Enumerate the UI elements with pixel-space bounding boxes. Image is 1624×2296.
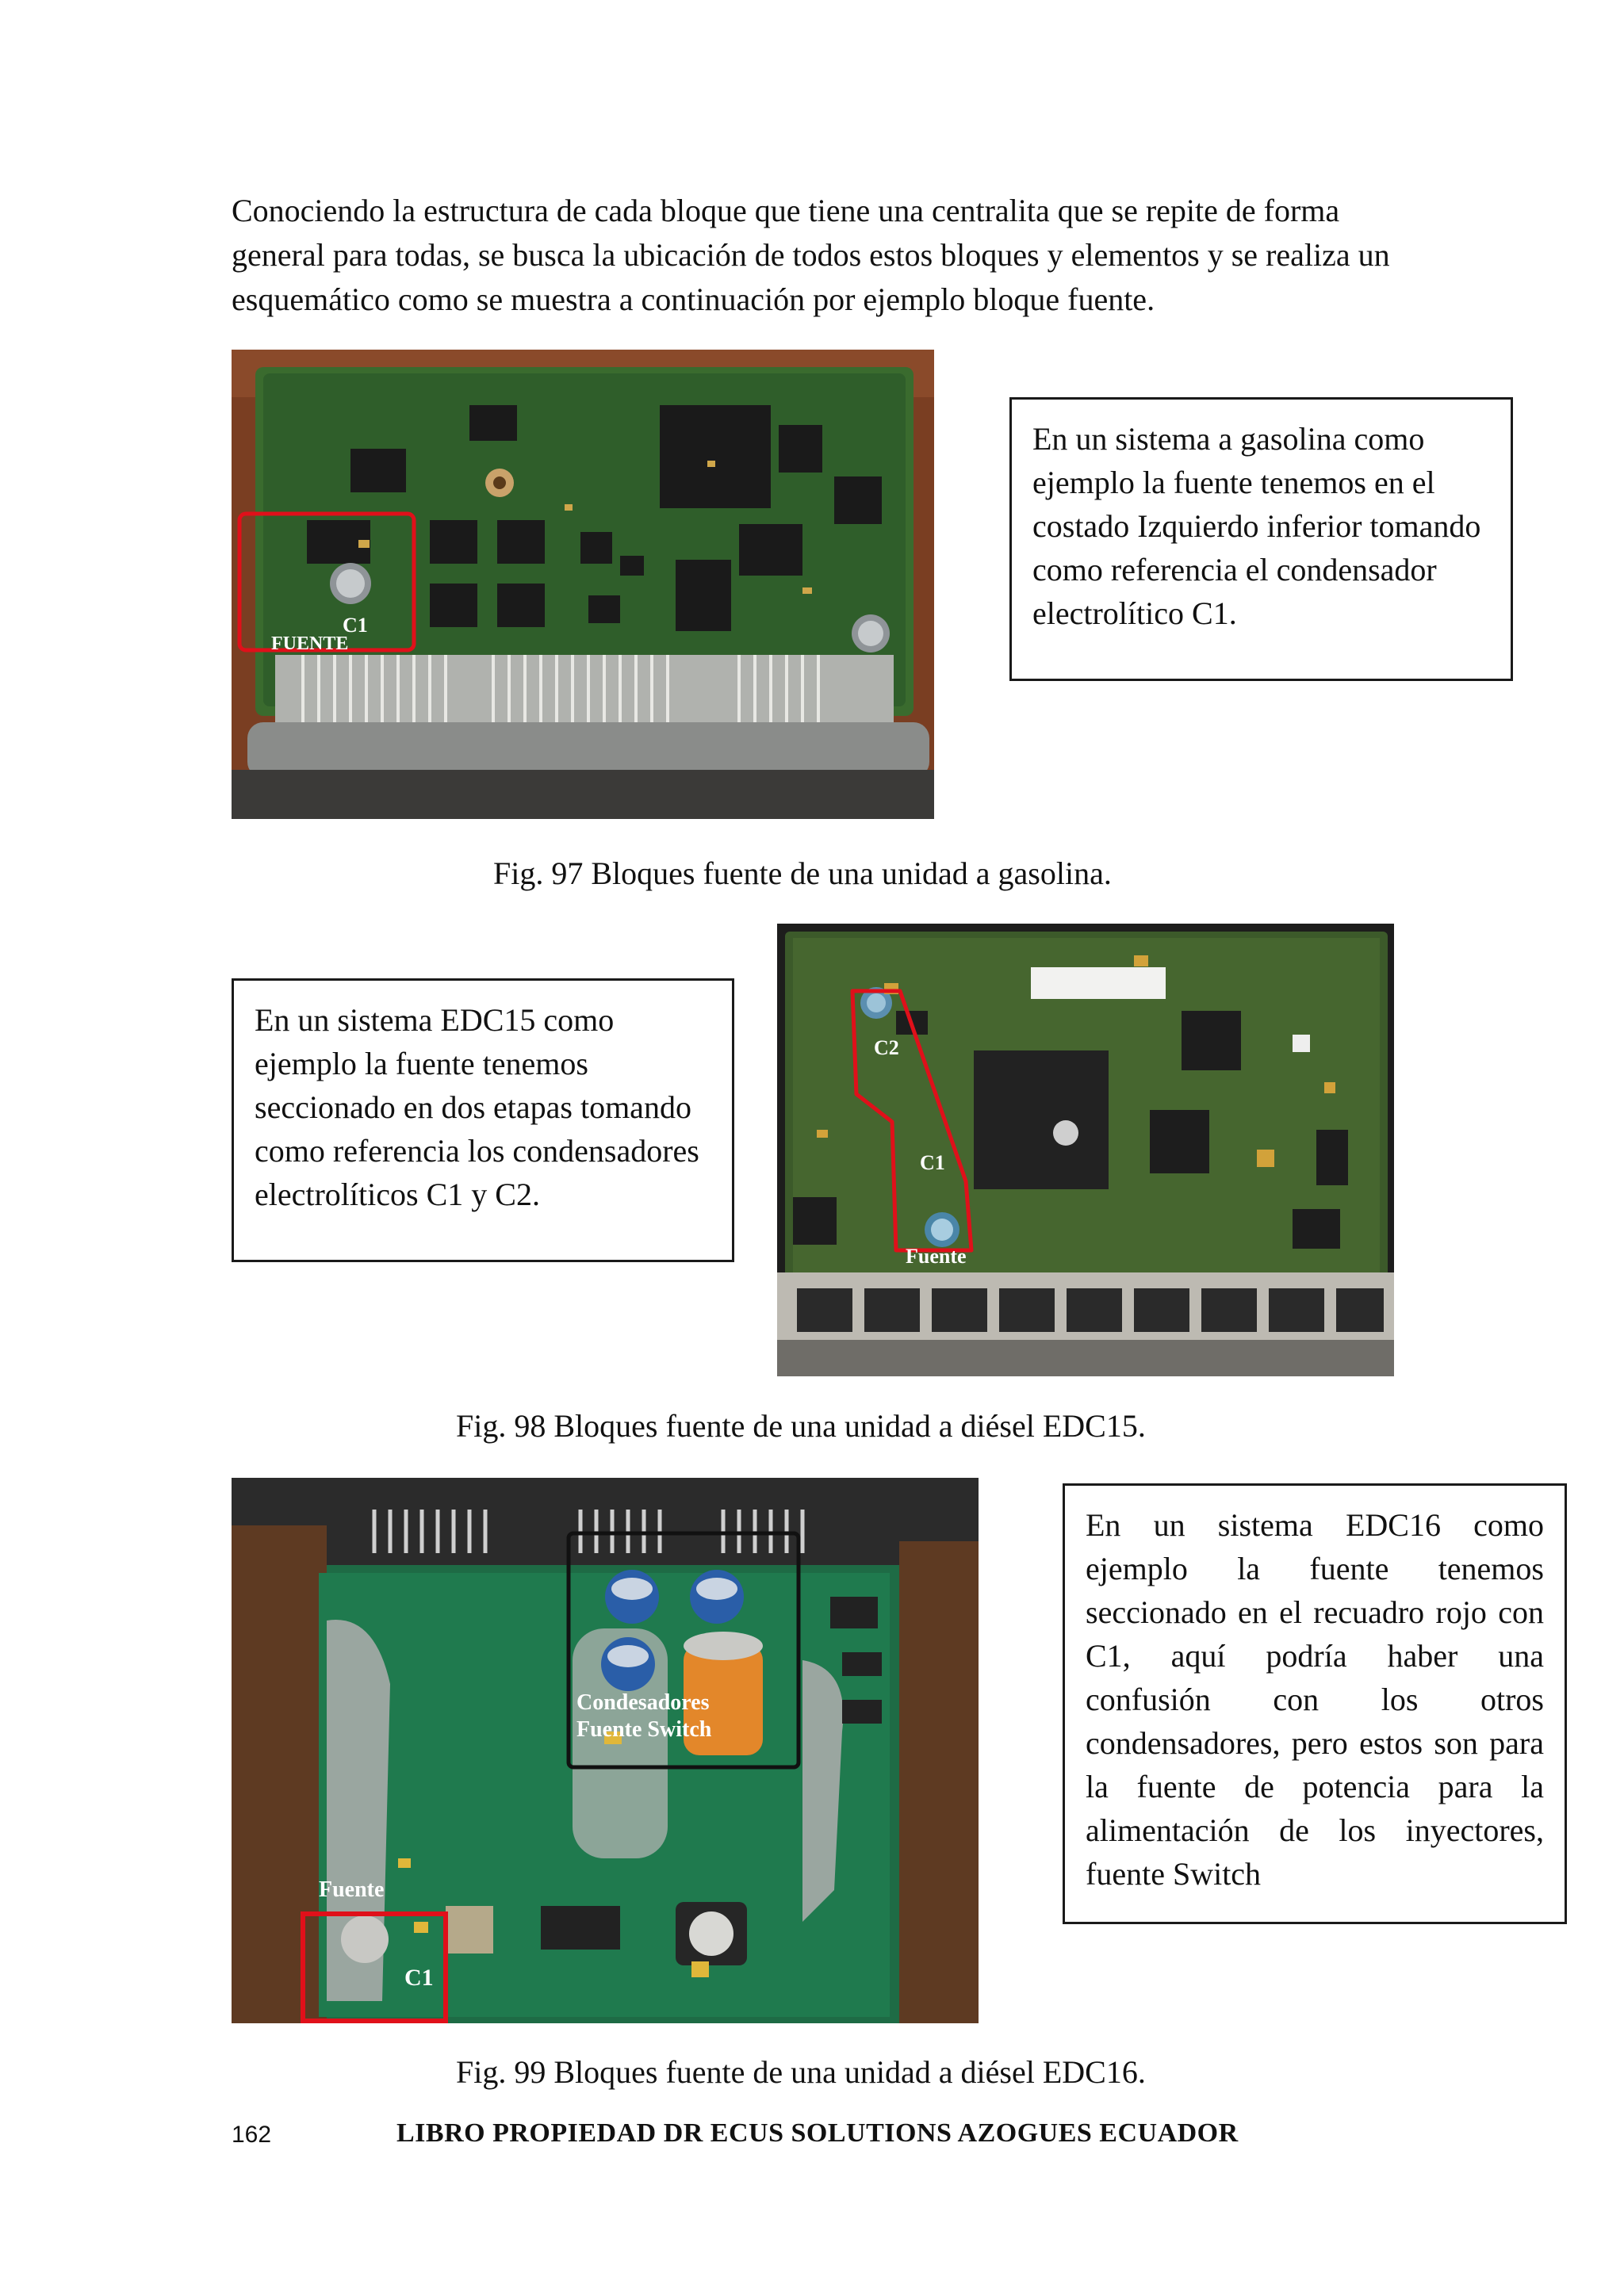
- fig99-caption: Fig. 99 Bloques fuente de una unidad a diésel EDC16.: [456, 2054, 1146, 2090]
- fig97-note: [1009, 397, 1513, 681]
- fig97-note-text: En un sistema a gasolina como ejemplo la fuente tenemos en el costado Izquierdo inferior tomando como referencia el condensador electrolítico C1.: [1032, 421, 1481, 631]
- fig98-caption: Fig. 98 Bloques fuente de una unidad a diésel EDC15.: [456, 1408, 1146, 1444]
- fig98-fuente-label: Fuente: [906, 1245, 967, 1268]
- fig98-note: [232, 978, 734, 1262]
- fig97-pcb-photo: [232, 350, 934, 819]
- fig98-c2-label: C2: [874, 1036, 899, 1059]
- fig99-note: [1063, 1483, 1567, 1924]
- page-number: 162: [232, 2122, 272, 2148]
- fig98-c1-label: C1: [920, 1151, 945, 1174]
- fig97-c1-label: C1: [343, 614, 368, 637]
- fig98-note-text: En un sistema EDC15 como ejemplo la fuente tenemos seccionado en dos etapas tomando como referencia los condensadores electrolíticos C1 y C2.: [255, 1002, 699, 1212]
- fig99-c1-label: C1: [404, 1965, 434, 1991]
- fig99-switch-label-line1: Condesadores: [576, 1690, 710, 1715]
- fig99-switch-label-line2: Fuente Switch: [576, 1717, 712, 1742]
- footer-title: LIBRO PROPIEDAD DR ECUS SOLUTIONS AZOGUES ECUADOR: [396, 2118, 1239, 2148]
- fig97-caption: Fig. 97 Bloques fuente de una unidad a gasolina.: [493, 855, 1112, 891]
- fig99-pcb-photo: [232, 1478, 979, 2023]
- fig99-note-text: En un sistema EDC16 como ejemplo la fuente tenemos seccionado en el recuadro rojo con C1, aquí podría haber una confusión con los otros condensadores, pero estos son para la fuente de potencia para la alimentación de los inyectores, fuente Switch: [1086, 1507, 1544, 1892]
- fig97-fuente-label: FUENTE: [271, 633, 349, 654]
- fig98-pcb-photo: [777, 924, 1394, 1376]
- intro-paragraph: Conociendo la estructura de cada bloque que tiene una centralita que se repite de forma general para todas, se busca la ubicación de todos estos bloques y elementos y se realiza un esquemático como se muestra a continuación por ejemplo bloque fuente.: [232, 193, 1390, 317]
- fig99-fuente-label: Fuente: [319, 1877, 385, 1902]
